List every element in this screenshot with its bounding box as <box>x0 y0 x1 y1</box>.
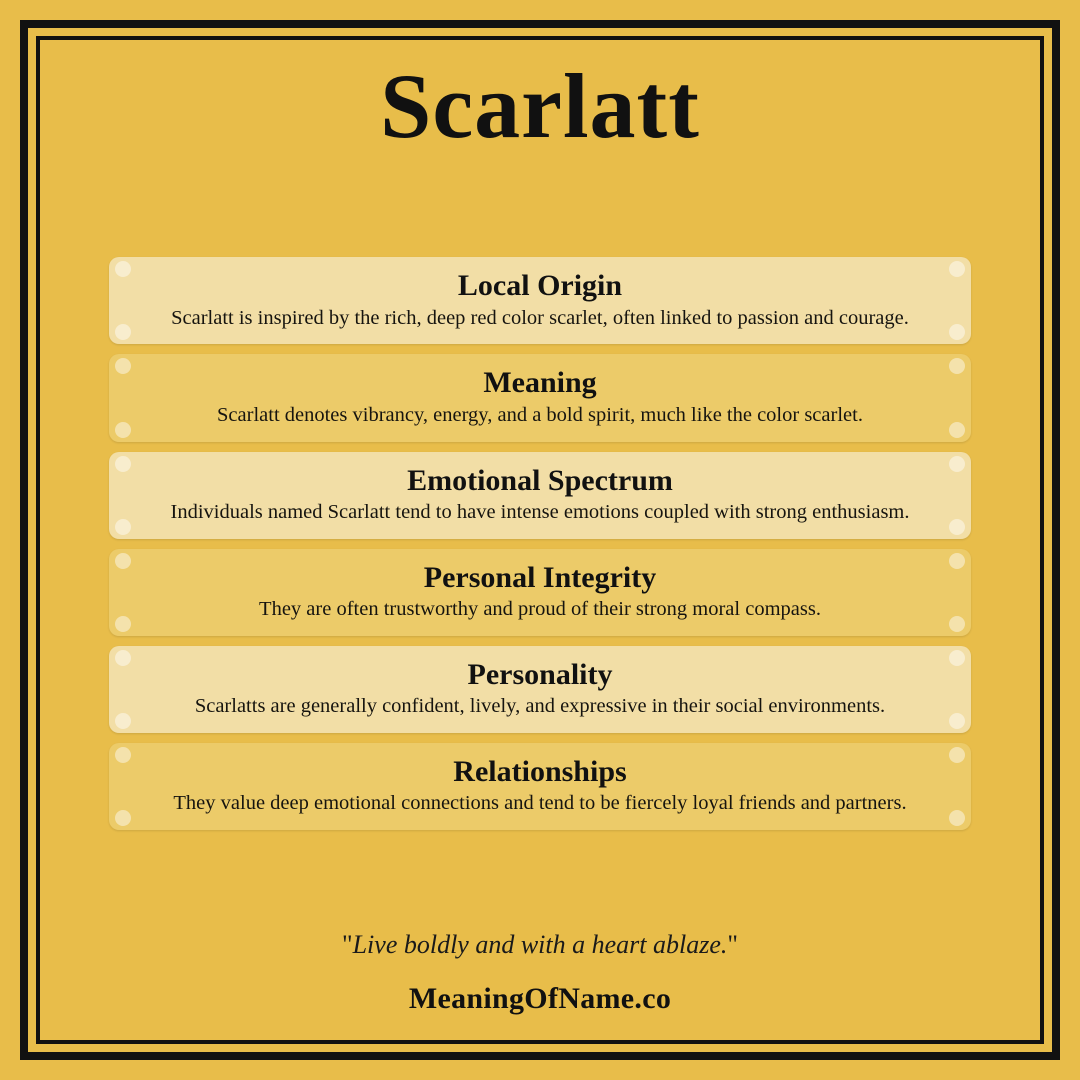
card-nub-bottom-left-icon <box>115 616 131 632</box>
section-card-personality <box>109 646 971 733</box>
section-heading: Relationships <box>453 754 627 788</box>
card-nub-bottom-right-icon <box>949 324 965 340</box>
section-heading: Personality <box>467 657 613 691</box>
section-card-relationships <box>109 743 971 830</box>
card-nub-bottom-right-icon <box>949 519 965 535</box>
quote-close-mark: " <box>727 930 739 959</box>
card-nub-bottom-left-icon <box>115 519 131 535</box>
card-nub-bottom-right-icon <box>949 713 965 729</box>
section-body: Individuals named Scarlatt tend to have intense emotions coupled with strong enthusiasm. <box>170 501 910 524</box>
section-body: Scarlatt denotes vibrancy, energy, and a bold spirit, much like the color scarlet. <box>217 403 863 426</box>
section-card-meaning <box>109 354 971 441</box>
section-body: They are often trustworthy and proud of their strong moral compass. <box>259 598 821 621</box>
tagline-quote <box>46 930 1034 960</box>
poster-content <box>46 46 1034 1034</box>
card-nub-bottom-right-icon <box>949 422 965 438</box>
sections-list <box>109 257 971 829</box>
section-card-emotional-spectrum <box>109 452 971 539</box>
section-body: Scarlatt is inspired by the rich, deep red color scarlet, often linked to passion and courage. <box>171 306 909 329</box>
card-nub-bottom-left-icon <box>115 422 131 438</box>
section-body: They value deep emotional connections and tend to be fiercely loyal friends and partners. <box>173 792 907 815</box>
section-heading: Personal Integrity <box>423 560 657 594</box>
section-body: Scarlatts are generally confident, lively, and expressive in their social environments. <box>194 695 886 718</box>
card-nub-bottom-right-icon <box>949 616 965 632</box>
section-heading: Meaning <box>483 366 597 400</box>
site-name: MeaningOfName.co <box>408 982 672 1015</box>
section-heading: Emotional Spectrum <box>407 463 673 497</box>
section-heading: Local Origin <box>457 269 623 303</box>
page-title: Scarlatt <box>380 55 700 157</box>
section-card-local-origin <box>109 257 971 344</box>
card-nub-bottom-right-icon <box>949 810 965 826</box>
quote-open-mark: " <box>341 930 353 959</box>
card-nub-bottom-left-icon <box>115 713 131 729</box>
quote-text: Live boldly and with a heart ablaze. <box>352 930 728 959</box>
card-nub-bottom-left-icon <box>115 810 131 826</box>
section-card-personal-integrity <box>109 549 971 636</box>
poster-footer <box>46 930 1034 1034</box>
card-nub-bottom-left-icon <box>115 324 131 340</box>
